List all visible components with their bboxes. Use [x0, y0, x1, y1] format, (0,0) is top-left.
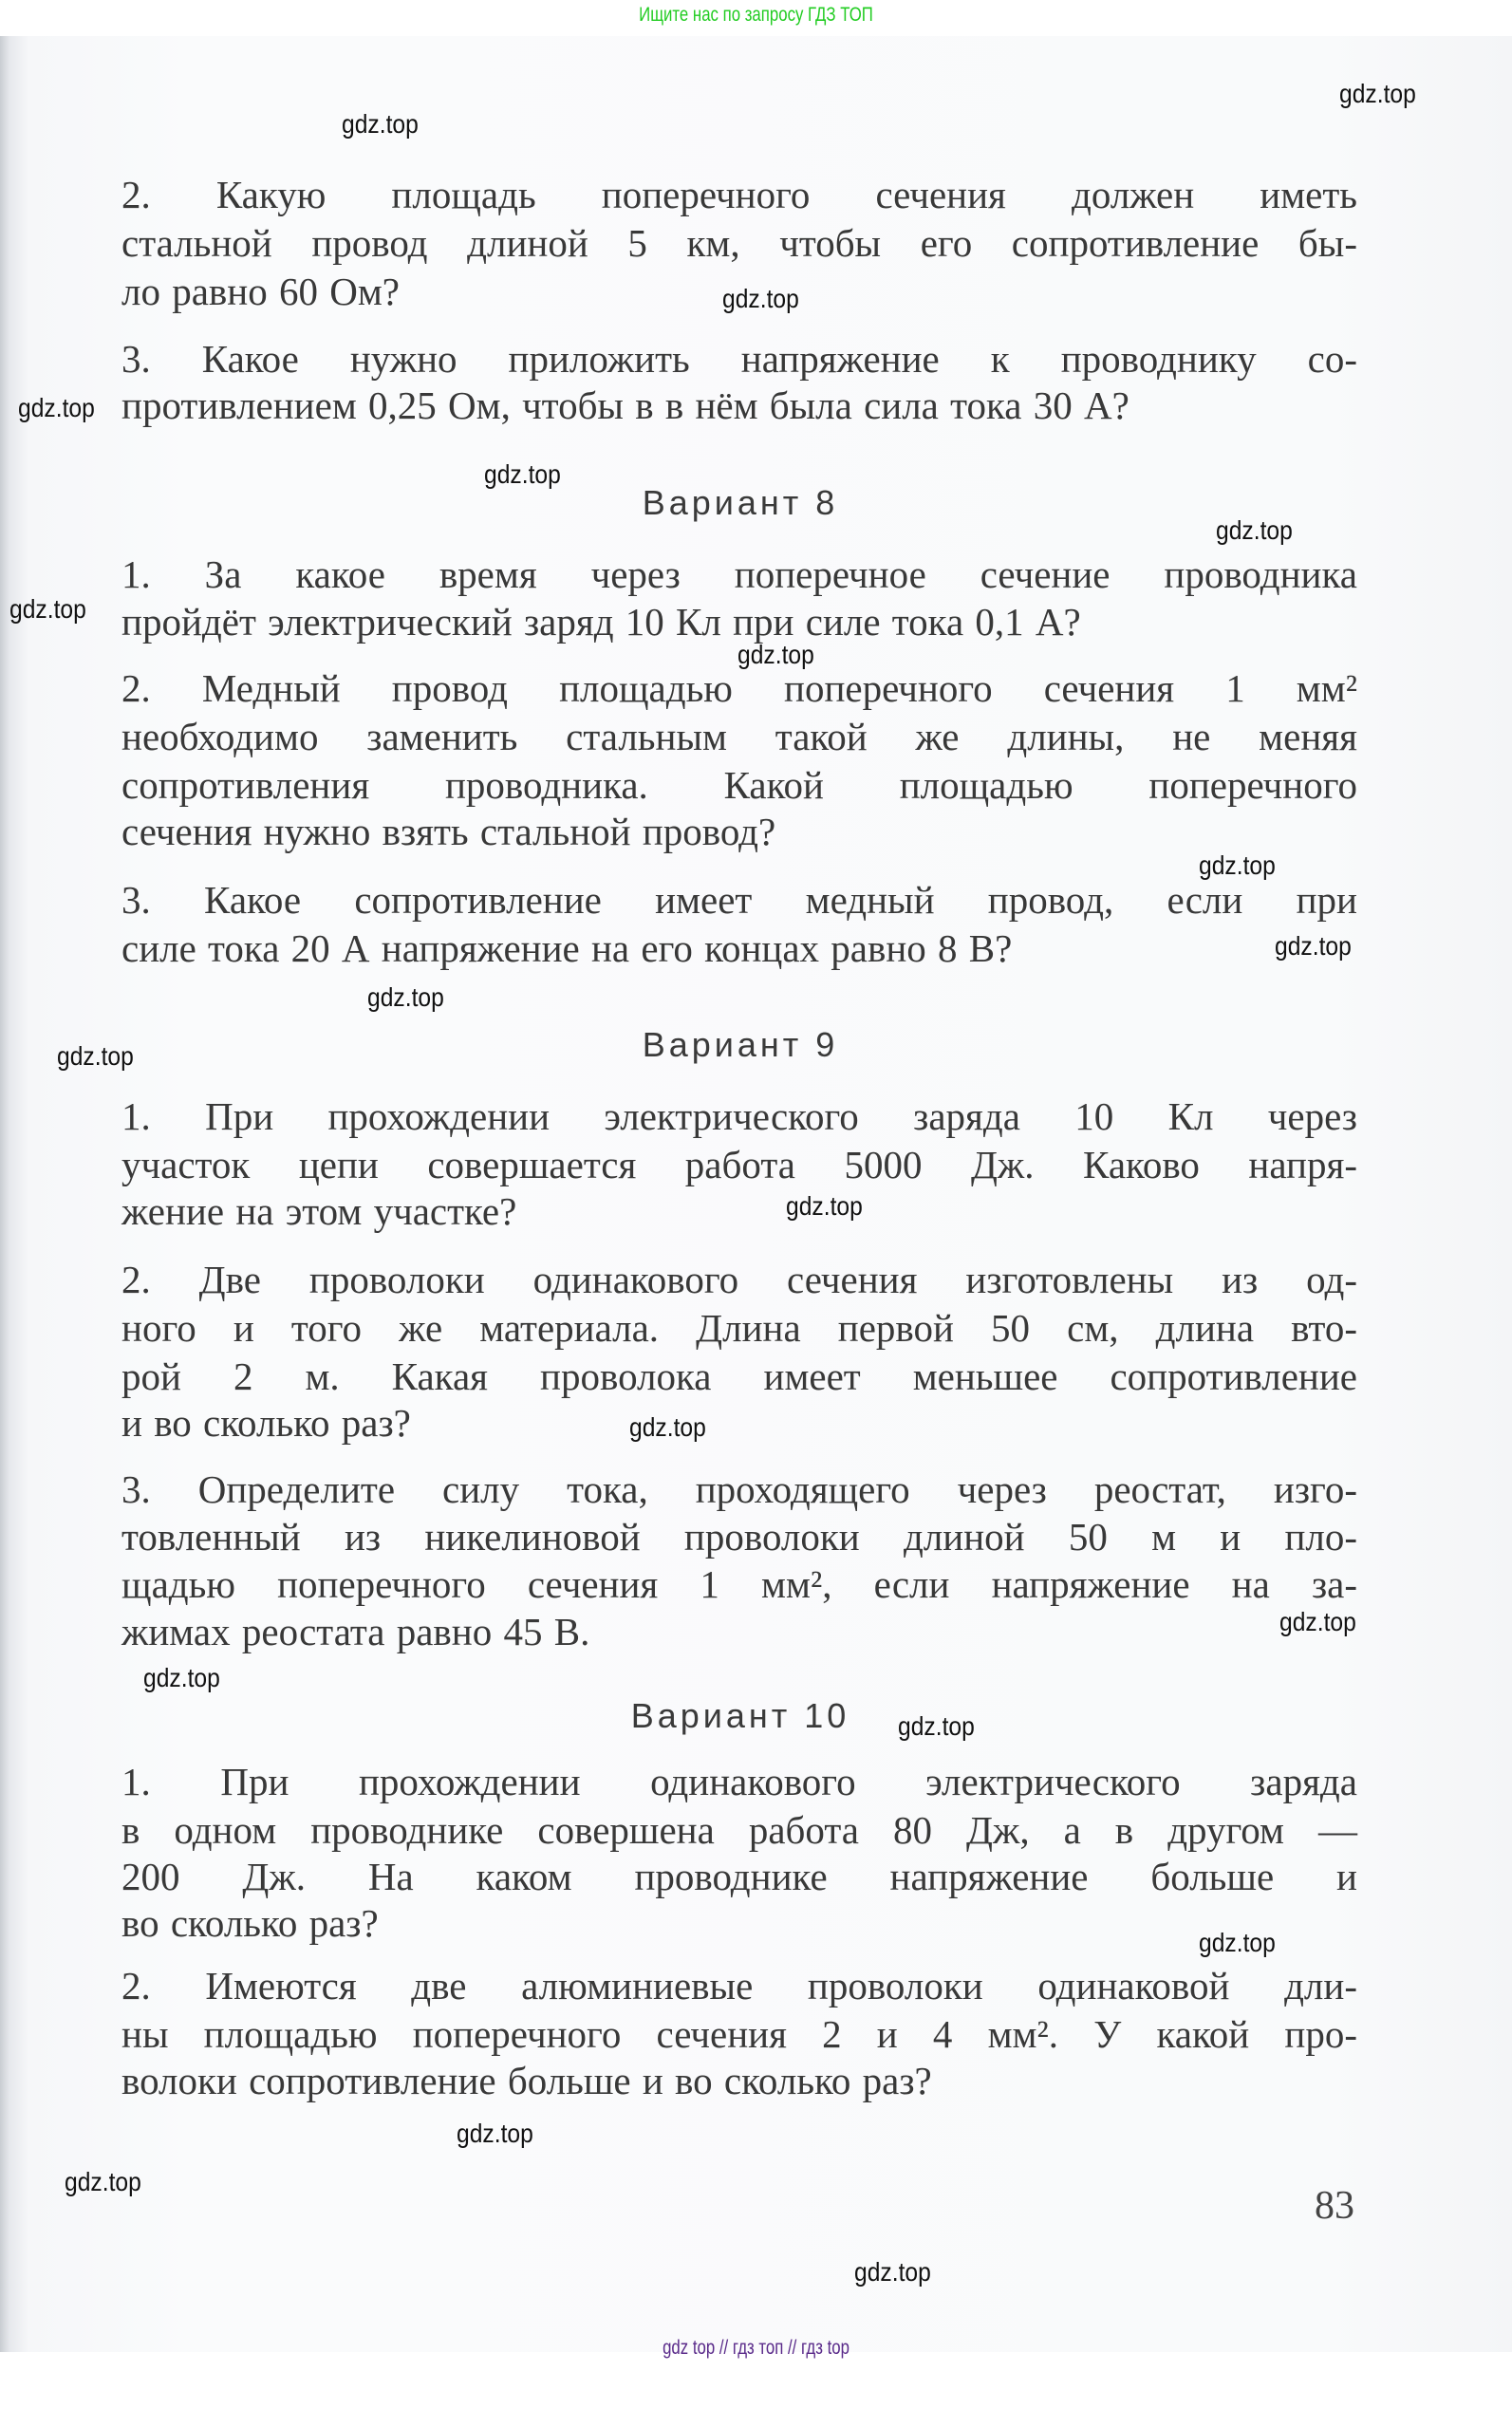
problem-text-line: ло равно 60 Ом? [121, 270, 400, 313]
problem-text-line: 200 Дж. На каком проводнике напряжение больше и [121, 1855, 1357, 1898]
watermark: gdz.top [9, 594, 86, 624]
problem-text-line: противлением 0,25 Ом, чтобы в в нём была сила тока 30 А? [121, 383, 1129, 427]
problem-text-line: рой 2 м. Какая проволока имеет меньшее сопротивление [121, 1354, 1357, 1398]
problem-text-line: участок цепи совершается работа 5000 Дж. Каково напря- [121, 1143, 1357, 1186]
problem-text-line: ного и того же материала. Длина первой 50 см, длина вто- [121, 1306, 1357, 1350]
problem-text-line: 1. При прохождении одинакового электрического заряда [121, 1760, 1357, 1803]
problem-text-line: во сколько раз? [121, 1901, 379, 1945]
problem-text-line: сопротивления проводника. Какой площадью поперечного [121, 763, 1357, 807]
watermark: gdz.top [18, 393, 95, 422]
problem-text-line: 2. Имеются две алюминиевые проволоки одинаковой дли- [121, 1964, 1357, 2008]
footer-note[interactable]: gdz top // гдз топ // гдз top [663, 2337, 849, 2359]
watermark: gdz.top [1216, 515, 1293, 545]
problem-text-line: в одном проводнике совершена работа 80 Дж, а в другом — [121, 1808, 1357, 1852]
problem-text-line: жимах реостата равно 45 В. [121, 1610, 590, 1653]
watermark: gdz.top [898, 1711, 975, 1741]
problem-text-line: 2. Какую площадь поперечного сечения должен иметь [121, 173, 1357, 216]
watermark: gdz.top [143, 1663, 220, 1692]
watermark: gdz.top [457, 2119, 533, 2148]
watermark: gdz.top [57, 1041, 134, 1071]
watermark: gdz.top [1199, 1928, 1276, 1957]
problem-text-line: и во сколько раз? [121, 1401, 411, 1445]
problem-text-line: пройдёт электрический заряд 10 Кл при силе тока 0,1 А? [121, 600, 1081, 644]
problem-text-line: волоки сопротивление больше и во сколько раз? [121, 2059, 932, 2102]
problem-text-line: 3. Какое нужно приложить напряжение к проводнику со- [121, 337, 1357, 381]
problem-text-line: 2. Медный провод площадью поперечного сечения 1 мм² [121, 666, 1357, 710]
watermark: gdz.top [1199, 850, 1276, 880]
watermark: gdz.top [786, 1191, 863, 1221]
watermark: gdz.top [1279, 1607, 1356, 1636]
problem-text-line: необходимо заменить стальным такой же длины, не меняя [121, 715, 1357, 758]
watermark: gdz.top [722, 284, 799, 313]
problem-text-line: 3. Какое сопротивление имеет медный провод, если при [121, 878, 1357, 922]
problem-text-line: ны площадью поперечного сечения 2 и 4 мм². У какой про- [121, 2012, 1357, 2056]
watermark: gdz.top [484, 459, 561, 489]
watermark: gdz.top [367, 982, 444, 1012]
header-note[interactable]: Ищите нас по запросу ГДЗ ТОП [639, 4, 873, 26]
page-number: 83 [1315, 2184, 1354, 2228]
problem-text-line: 2. Две проволоки одинакового сечения изготовлены из од- [121, 1258, 1357, 1301]
watermark: gdz.top [1339, 79, 1416, 108]
problem-text-line: 1. За какое время через поперечное сечение проводника [121, 552, 1357, 596]
problem-text-line: щадью поперечного сечения 1 мм², если напряжение на за- [121, 1562, 1357, 1606]
watermark: gdz.top [65, 2167, 141, 2196]
watermark: gdz.top [737, 640, 814, 669]
problem-text-line: товленный из никелиновой проволоки длиной 50 м и пло- [121, 1515, 1357, 1559]
problem-text-line: жение на этом участке? [121, 1189, 517, 1233]
problem-text-line: силе тока 20 А напряжение на его концах равно 8 В? [121, 926, 1013, 970]
watermark: gdz.top [854, 2257, 931, 2287]
problem-text-line: стальной провод длиной 5 км, чтобы его сопротивление бы- [121, 221, 1357, 265]
watermark: gdz.top [629, 1412, 706, 1442]
problem-text-line: сечения нужно взять стальной провод? [121, 810, 776, 853]
watermark: gdz.top [342, 109, 419, 139]
variant-heading: Вариант 8 [642, 483, 839, 522]
variant-heading: Вариант 10 [630, 1696, 850, 1735]
problem-text-line: 1. При прохождении электрического заряда 10 Кл через [121, 1094, 1357, 1138]
problem-text-line: 3. Определите силу тока, проходящего через реостат, изго- [121, 1467, 1357, 1511]
variant-heading: Вариант 9 [642, 1025, 839, 1064]
watermark: gdz.top [1275, 931, 1352, 961]
